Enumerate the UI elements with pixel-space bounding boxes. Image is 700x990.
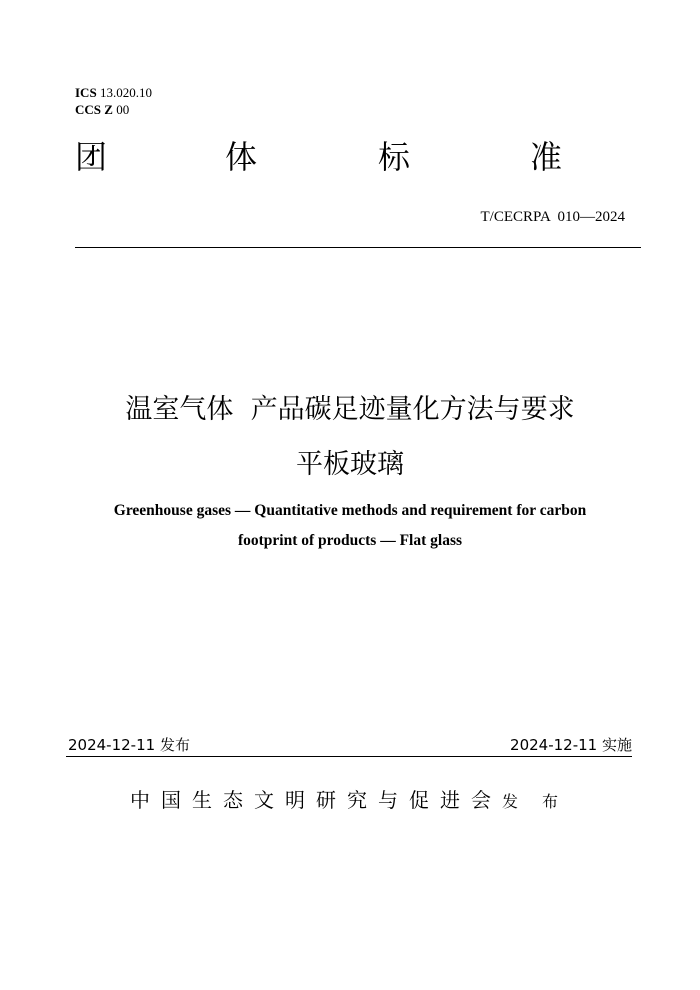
publisher-organization: 中国生态文明研究与促进会 — [130, 790, 502, 812]
ccs-label: CCS Z — [75, 102, 113, 117]
standard-kind-char: 体 — [225, 138, 258, 176]
standard-code: T/CECRPA 010—2024 — [480, 209, 625, 225]
publish-date: 2024-12-11 发布 — [68, 736, 190, 754]
standard-kind-heading — [75, 132, 575, 182]
implement-date: 2024-12-11 实施 — [510, 736, 632, 754]
standard-kind-char: 标 — [378, 138, 411, 176]
header-divider — [75, 247, 641, 248]
ccs-line — [75, 101, 152, 118]
publisher-action: 发 布 — [502, 794, 569, 811]
ics-label: ICS — [75, 85, 97, 100]
ccs-value: 00 — [116, 102, 130, 117]
title-en-line1: Greenhouse gases — Quantitative methods and requirement for carbon — [113, 502, 587, 519]
title-en-line2: footprint of products — Flat glass — [237, 532, 463, 549]
title-cn-line1: 温室气体 产品碳足迹量化方法与要求 — [125, 394, 575, 425]
standard-kind-char: 准 — [530, 138, 563, 176]
standard-kind-char: 团 — [75, 138, 108, 176]
ics-line — [75, 84, 152, 101]
ics-value: 13.020.10 — [99, 85, 152, 100]
classification-block — [75, 84, 152, 118]
publisher-line — [130, 786, 568, 818]
footer-divider — [66, 756, 632, 757]
title-cn-line2: 平板玻璃 — [296, 449, 404, 480]
